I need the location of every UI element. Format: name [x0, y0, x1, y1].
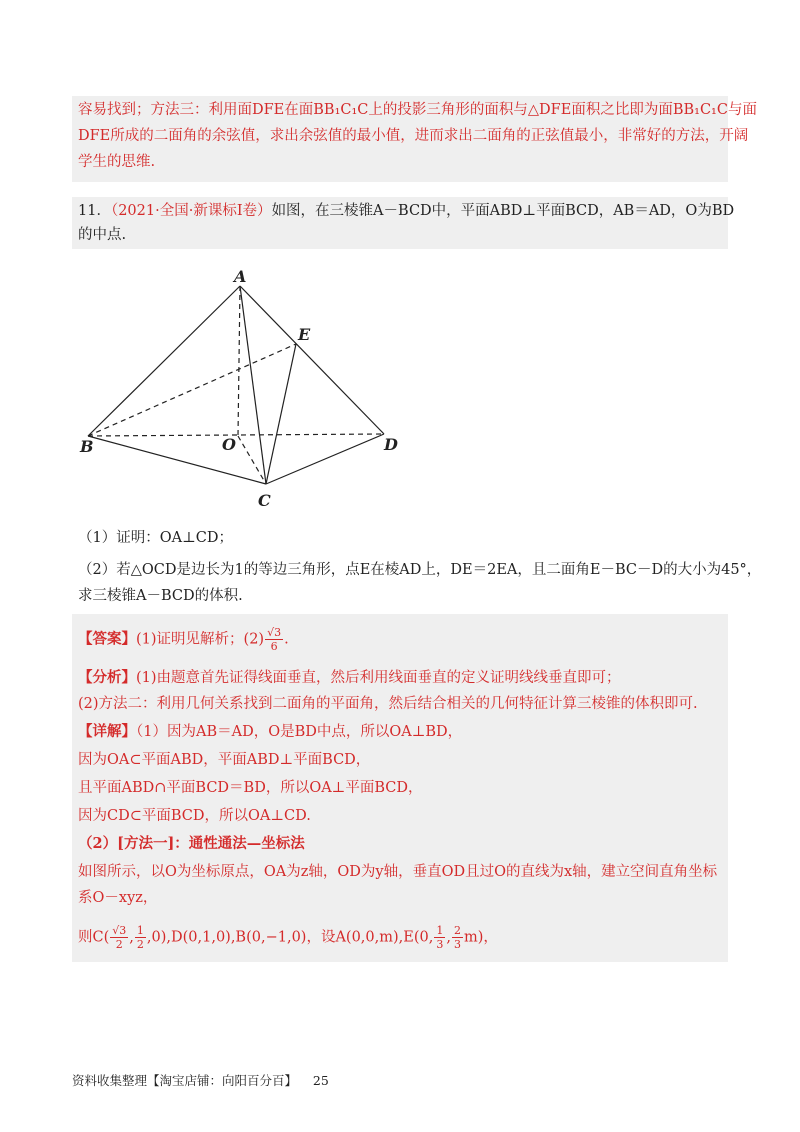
analysis-label: 【分析】	[78, 669, 136, 686]
c-y-fraction: $\frac{1}{2}$	[136, 924, 144, 951]
footer-text: 资料收集整理【淘宝店铺：向阳百分百】	[72, 1073, 298, 1088]
e-z-fraction: $\frac{2}{3}$	[453, 924, 461, 951]
page-number: 25	[312, 1073, 329, 1088]
vertex-label-b: B	[80, 437, 94, 456]
problem-block	[72, 197, 735, 249]
answer-label: 【答案】	[78, 630, 136, 648]
answer-fraction: $\frac{√3}{6}$	[267, 626, 282, 653]
solution-block	[72, 614, 728, 962]
answer-line: 【答案】(1)证明见解析；(2) $\frac{√3}{6}$ .	[78, 626, 289, 653]
method-1-heading: （2）[方法一]：通性通法—坐标法	[78, 835, 305, 852]
intro-line-3: 学生的思维.	[78, 154, 156, 170]
problem-text-1: 如图，在三棱锥A－BCD中，平面ABD⊥平面BCD，AB＝AD，O为BD	[271, 203, 735, 219]
vertex-label-c: C	[258, 491, 271, 510]
detail-line-2: 因为OA⊂平面ABD，平面ABD⊥平面BCD，	[78, 752, 371, 768]
intro-line-1: 容易找到；方法三：利用面DFE在面BB₁C₁C上的投影三角形的面积与△DFE面积之比即为面BB₁C₁C与面	[78, 102, 757, 118]
problem-line-1	[78, 201, 734, 221]
question-1: （1）证明：OA⊥CD；	[78, 530, 233, 546]
analysis-line-1: 【分析】(1)由题意首先证得线面垂直，然后利用线面垂直的定义证明线线垂直即可；	[78, 669, 621, 686]
c-x-fraction: $\frac{√3}{2}$	[112, 924, 127, 951]
detail-line-6: 系O－xyz，	[78, 890, 158, 906]
intro-block	[72, 96, 757, 182]
question-2-line-2: 求三棱锥A－BCD的体积.	[78, 588, 243, 604]
detail-line-3: 且平面ABD∩平面BCD＝BD，所以OA⊥平面BCD，	[78, 780, 423, 796]
vertex-label-e: E	[298, 325, 311, 344]
answer-text: (1)证明见解析；(2)	[136, 631, 265, 648]
detail-line-1: 【详解】（1）因为AB＝AD，O是BD中点，所以OA⊥BD，	[78, 723, 463, 740]
problem-number: 11．	[78, 203, 111, 219]
questions-block	[72, 528, 762, 608]
e-y-fraction: $\frac{1}{3}$	[436, 924, 444, 951]
detail-label: 【详解】	[78, 723, 136, 740]
pyramid-figure	[72, 268, 412, 518]
detail-line-5: 如图所示，以O为坐标原点，OA为z轴，OD为y轴，垂直OD且过O的直线为x轴，建立空间直角坐标	[78, 864, 718, 880]
analysis-line-2: (2)方法二：利用几何关系找到二面角的平面角，然后结合相关的几何特征计算三棱锥的体积即可.	[78, 696, 698, 712]
intro-line-2: DFE所成的二面角的余弦值，求出余弦值的最小值，进而求出二面角的正弦值最小，非常好的方法，开阔	[78, 128, 749, 144]
problem-source: （2021·全国·新课标Ⅰ卷）	[110, 203, 272, 219]
detail-line-7: 则C( $\frac{√3}{2}$ , $\frac{1}{2}$ ,0),D(0,1,0),B(0,−1,0)，设A(0,0,m),E(0, $\frac{1}{3}$ , $\frac{2}{3}$ m)，	[78, 924, 498, 951]
vertex-label-o: O	[222, 435, 236, 454]
question-2-line-1: （2）若△OCD是边长为1的等边三角形，点E在棱AD上，DE＝2EA，且二面角E－BC－D的大小为45°，	[78, 562, 762, 578]
vertex-label-a: A	[234, 268, 247, 286]
page-footer	[72, 1071, 329, 1089]
vertex-label-d: D	[384, 435, 398, 454]
problem-line-2: 的中点.	[78, 227, 127, 243]
detail-line-4: 因为CD⊂平面BCD，所以OA⊥CD.	[78, 808, 311, 824]
